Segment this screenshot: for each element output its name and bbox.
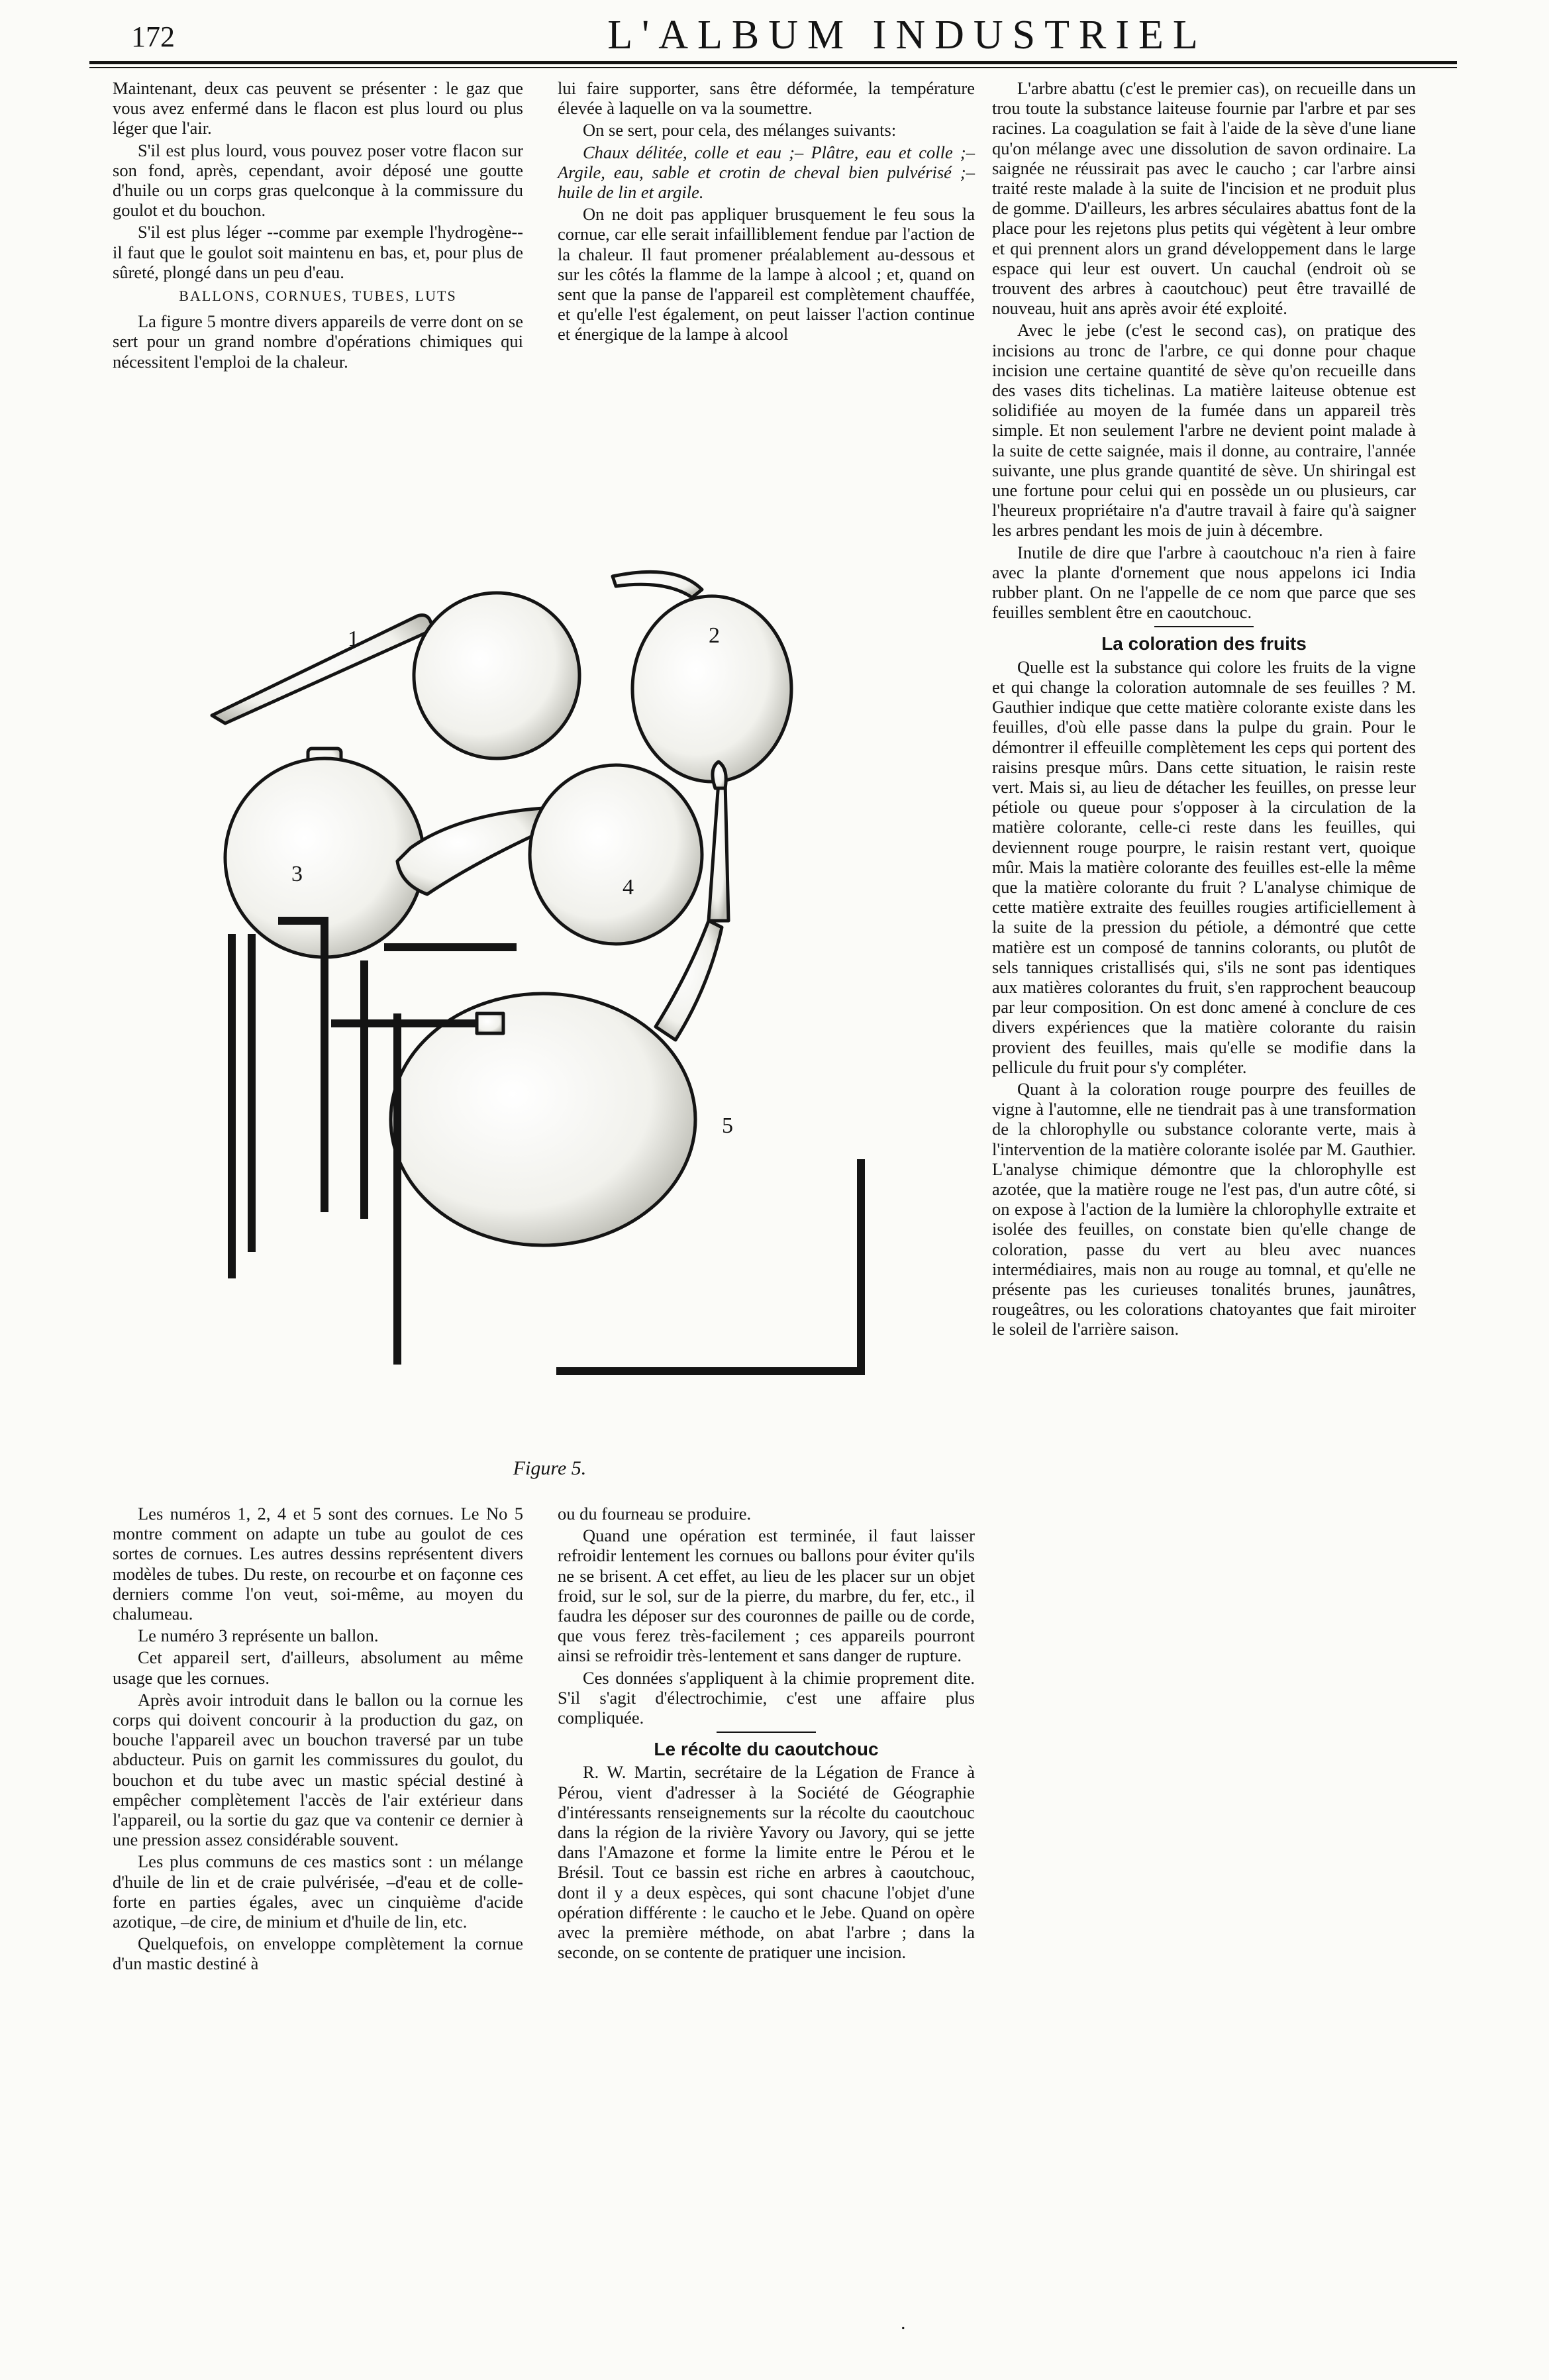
paragraph: L'arbre abattu (c'est le premier cas), on recueille dans un trou toute la substance laiteuse fournie par l'arbre et par ses racines. La coagulation se fait à l'aide de la sève d'une liane qu'on mélange avec une dissolution de savon ordinaire. La saignée ne réussirait pas avec le caucho ; car l'arbre ainsi traité reste malade à la suite de l'incision et ne produit plus de gomme. D'ailleurs, les arbres séculaires abattus font de la place pour les rejetons plus petits qui végètent à leur ombre et qui prennent alors un grand développement dans le large espace qui leur est ouvert. Un cauchal (endroit où se trouvent des arbres à caoutchouc) peut être travaillé de nouveau, huit ans après avoir été exploité.	[992, 78, 1416, 319]
paragraph: Quand une opération est terminée, il faut laisser refroidir lentement les cornues ou ballons pour éviter qu'ils ne se brisent. A cet effet, au lieu de les placer sur un objet froid, sur le sol, sur de la pierre, du marbre, du fer, etc., il faudra les déposer sur des couronnes de paille ou de corde, que vous ferez très-facilement ; ces appareils pourront ainsi se refroidir très-lentement et sans danger de rupture.	[558, 1526, 975, 1666]
chemistry-apparatus-figure	[199, 550, 980, 1457]
running-title: L'ALBUM INDUSTRIEL	[607, 13, 1207, 58]
header-rule-thin	[89, 67, 1457, 68]
section-title: Le récolte du caoutchouc	[654, 1739, 879, 1760]
paragraph: Quelle est la substance qui colore les fruits de la vigne et qui change la coloration automnale de ses feuilles ? M. Gauthier indique que cette matière colorante existe dans les feuilles, d'où elle passe dans la pulpe du grain. Pour le démontrer il effeuille complètement les ceps qui portent des raisins presque mûrs. Dans cette situation, le raisin reste vert. Mais si, au lieu de détacher les feuilles, on presse leur pétiole ou queue pour s'opposer à la circulation de la matière colorante, celle-ci reste dans les feuilles, qui deviennent rouge pourpre, le raisin restant vert, quoique mûr. Mais la matière colorante des feuilles est-elle la même que la matière colorante du fruit ? L'analyse chimique de cette matière extraite des feuilles rougies artificiellement à la suite de la pression du pétiole, a démontré que cette matière est un composé de tannins colorants, ou plutôt de sels tanniques cristallisés qui, s'ils ne sont pas identiques aux matières colorantes du fruit, s'en rapprochent beaucoup par leur composition. On est donc amené à conclure de ces divers expériences que la matière colorante du raisin provient des feuilles, mais qu'elle se modifie dans la pellicule du fruit pour s'y compléter.	[992, 656, 1416, 1077]
paragraph: On se sert, pour cela, des mélanges suivants:	[583, 120, 897, 140]
paragraph: Maintenant, deux cas peuvent se présenter : le gaz que vous avez enfermé dans le flacon est plus lourd ou plus léger que l'air.	[113, 78, 523, 138]
paragraph: Les plus communs de ces mastics sont : un mélange d'huile de lin et de craie pulvérisée, –d'eau et de colle-forte en parties égales, avec un cinquième d'acide azotique, –de cire, de minium et d'huile de lin, etc.	[113, 1851, 523, 1932]
column-3	[992, 78, 1416, 1341]
paragraph: S'il est plus léger --comme par exemple l'hydrogène--il faut que le goulot soit maintenu en bas, et, pour plus de sûreté, plongé dans un peu d'eau.	[113, 222, 523, 282]
section-rule	[1154, 626, 1254, 627]
column-1-bottom	[113, 1504, 523, 1976]
section-title: La coloration des fruits	[1101, 633, 1307, 654]
paragraph: On ne doit pas appliquer brusquement le feu sous la cornue, car elle serait infailliblement fendue par l'action de la chaleur. Il faut promener préalablement au-dessous et sur les côtés la flamme de la lampe à alcool ; et, quand on sent que la panse de l'appareil est complètement chauffée, et qu'elle l'est également, on peut laisser l'action continue et énergique de la lampe à alcool	[558, 204, 975, 344]
paragraph: Après avoir introduit dans le ballon ou la cornue les corps qui doivent concourir à la production du gaz, on bouche l'appareil avec un bouchon traversé par un tube abducteur. Puis on garnit les commissures du goulot, du bouchon et du tube avec un mastic spécial destiné à empêcher complètement l'accès de l'air extérieur dans l'appareil, ou la sortie du gaz que va contenir ce dernier à une pression assez considérable souvent.	[113, 1689, 523, 1850]
paragraph: Inutile de dire que l'arbre à caoutchouc n'a rien à faire avec la plante d'ornement que nous appelons ici India rubber plant. On ne l'appelle de ce nom que parce que ses feuilles semblent être en caoutchouc.	[992, 542, 1416, 623]
paragraph: Quant à la coloration rouge pourpre des feuilles de vigne à l'automne, elle ne tiendrait pas à une transformation de la chlorophylle ou substance colorante verte, mais à l'intervention de la matière colorante isolée par M. Gauthier. L'analyse chimique démontre que la chlorophylle est azotée, que la matière rouge ne l'est pas, d'un autre côté, si on expose à l'action de la lumière la chlorophylle extraite et isolée des feuilles, on constate bien qu'elle change de coloration, passe du vert au bleu avec nuances intermédiaires, mais non au rouge au tomnal, et qu'elle ne présente pas les curieuses tonalités brunes, jaunâtres, rougeâtres, ou les colorations chatoyantes que fait miroiter le soleil de l'arrière saison.	[992, 1078, 1416, 1339]
recipe-paragraph: Chaux délitée, colle et eau ;– Plâtre, eau et colle ;– Argile, eau, sable et crotin de cheval bien pulvérisé ;– huile de lin et argile.	[558, 142, 975, 203]
retort-4	[397, 765, 702, 944]
figure-caption: Figure 5.	[513, 1457, 587, 1479]
figure-label-4: 4	[623, 875, 634, 900]
paragraph: ou du fourneau se produire.	[558, 1504, 752, 1524]
figure-label-2: 2	[709, 623, 720, 648]
paragraph: Avec le jebe (c'est le second cas), on pratique des incisions au tronc de l'arbre, ce qui donne pour chaque incision une certaine quantité de sève qu'on recueille dans des vases dits tichelinas. La matière laiteuse obtenue est solidifiée au moyen de la fumée dans un appareil très simple. Et non seulement l'arbre ne devient point malade à la suite de cette saignée, mais il donne, au contraire, l'année suivante, une plus grande quantité de sève. Un shiringal est une fortune pour celui qui en possède un ou plusieurs, car l'heureux propriétaire n'a d'autre travail à faire qu'à saigner les arbres pendant les mois de juin à décembre.	[992, 320, 1416, 541]
figure-label-5: 5	[722, 1113, 733, 1138]
paragraph: S'il est plus lourd, vous pouvez poser votre flacon sur son fond, après, cependant, avoir déposé une goutte d'huile ou un corps gras quelconque à la commissure du goulot et du bouchon.	[113, 140, 523, 221]
figure-label-3: 3	[291, 862, 303, 886]
paragraph: Ces données s'appliquent à la chimie proprement dite. S'il s'agit d'électrochimie, c'est une affaire plus compliquée.	[558, 1667, 975, 1728]
column-2-top	[558, 78, 975, 346]
column-1-top	[113, 78, 523, 374]
page-number: 172	[131, 21, 175, 53]
paragraph: Le numéro 3 représente un ballon.	[138, 1626, 379, 1646]
column-2-bottom	[558, 1504, 975, 1964]
subheading: BALLONS, CORNUES, TUBES, LUTS	[179, 287, 457, 305]
figure-label-1: 1	[348, 627, 359, 651]
section-rule	[717, 1732, 816, 1733]
paragraph: La figure 5 montre divers appareils de verre dont on se sert pour un grand nombre d'opérations chimiques qui nécessitent l'emploi de la chaleur.	[113, 311, 523, 372]
paragraph: Cet appareil sert, d'ailleurs, absolument au même usage que les cornues.	[113, 1647, 523, 1688]
paragraph: Les numéros 1, 2, 4 et 5 sont des cornues. Le No 5 montre comment on adapte un tube au goulot de ces sortes de cornues. Les autres dessins représentent divers modèles de tubes. Du reste, on recourbe et on façonne ces derniers comme l'on veut, soi-même, au moyen du chalumeau.	[113, 1504, 523, 1624]
footer-mark: .	[901, 2312, 906, 2334]
paragraph: lui faire supporter, sans être déformée, la température élevée à laquelle on va la soumettre.	[558, 78, 975, 119]
paragraph: Quelquefois, on enveloppe complètement la cornue d'un mastic destiné à	[113, 1934, 523, 1974]
paragraph: R. W. Martin, secrétaire de la Légation de France à Pérou, vient d'adresser à la Société de Géographie d'intéressants renseignements sur la récolte du caoutchouc dans la région de la rivière Yavory ou Javory, qui se jette dans l'Amazone et forme la limite entre le Pérou et le Brésil. Tout ce bassin est riche en arbres à caoutchouc, dont il y a deux espèces, qui sont chacune l'objet d'une opération différente : le caucho et le Jebe. Quand on opère avec la première méthode, on abat l'arbre ; dans la seconde, on se contente de pratiquer une incision.	[558, 1762, 975, 1963]
header-rule-thick	[89, 61, 1457, 64]
retort-1	[212, 593, 579, 758]
retort-2	[613, 572, 791, 782]
bent-tubes-inner	[228, 934, 236, 1278]
